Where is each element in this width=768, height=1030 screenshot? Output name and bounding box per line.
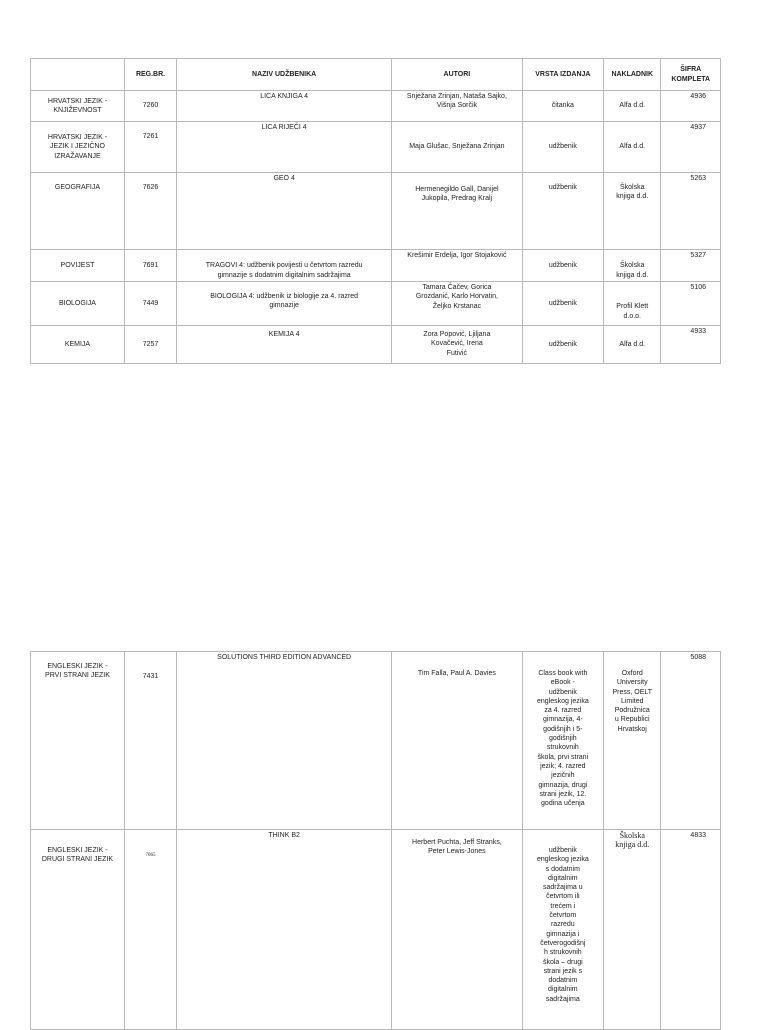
title-cell: LICA RIJEČI 4 xyxy=(177,122,392,173)
title-cell: SOLUTIONS THIRD EDITION ADVANCED xyxy=(177,652,392,830)
authors-cell: Tamara Čačev, Gorica Grozdanić, Karlo Horvatin, Željko Krstanac xyxy=(392,282,522,326)
title-cell: KEMIJA 4 xyxy=(177,326,392,364)
header-vrsta: VRSTA IZDANJA xyxy=(522,59,603,91)
authors-cell: Herbert Puchta, Jeff Stranks, Peter Lewis-Jones xyxy=(392,830,522,1030)
header-naziv: NAZIV UDŽBENIKA xyxy=(177,59,392,91)
set-code-cell: 4933 xyxy=(661,326,721,364)
title-cell: TRAGOVI 4: udžbenik povijesti u četvrtom razredu gimnazije s dodatnim digitalnim sadržajima xyxy=(177,250,392,282)
title-cell: THINK B2 xyxy=(177,830,392,1030)
reg-cell: 7261 xyxy=(124,122,176,173)
authors-cell: Hermenegildo Gall, Danijel Jukopila, Predrag Kralj xyxy=(392,173,522,250)
table-row xyxy=(31,173,721,250)
publisher-cell: Alfa d.d. xyxy=(604,122,661,173)
publisher-cell: Školska knjiga d.d. xyxy=(604,830,661,1030)
reg-cell: 7626 xyxy=(124,173,176,250)
foreign-language-table xyxy=(30,651,721,1030)
header-subject xyxy=(31,59,125,91)
set-code-cell: 5263 xyxy=(661,173,721,250)
publisher-cell: Oxford University Press, OELT Limited Podružnica u Republici Hrvatskoj xyxy=(604,652,661,830)
edition-type-cell: udžbenik xyxy=(522,250,603,282)
set-code-cell: 5088 xyxy=(661,652,721,830)
reg-cell: 7065 xyxy=(124,830,176,1030)
header-autori: AUTORI xyxy=(392,59,522,91)
publisher-cell: Profil Klett d.o.o. xyxy=(604,282,661,326)
edition-type-cell: udžbenik xyxy=(522,122,603,173)
subject-cell: ENGLESKI JEZIK - PRVI STRANI JEZIK xyxy=(31,652,125,830)
textbook-table xyxy=(30,58,721,364)
authors-cell: Krešimir Erdelja, Igor Stojaković xyxy=(392,250,522,282)
header-sifra: ŠIFRA KOMPLETA xyxy=(661,59,721,91)
authors-cell: Tim Falla, Paul A. Davies xyxy=(392,652,522,830)
table-row xyxy=(31,250,721,282)
set-code-cell: 4937 xyxy=(661,122,721,173)
publisher-cell: Alfa d.d. xyxy=(604,91,661,122)
reg-cell: 7449 xyxy=(124,282,176,326)
subject-cell: HRVATSKI JEZIK - JEZIK I JEZIČNO IZRAŽAVANJE xyxy=(31,122,125,173)
authors-cell: Zora Popović, Ljiljana Kovačević, Irena Futivić xyxy=(392,326,522,364)
reg-cell: 7257 xyxy=(124,326,176,364)
subject-cell: GEOGRAFIJA xyxy=(31,173,125,250)
edition-type-cell: Class book with eBook - udžbenik engleskog jezika za 4. razred gimnazija, 4- godišnjih i 5- godišnjih strukovnih škola, prvi strani jezik; 4. razred jezičnih gimnazija, drugi strani jezik, 12. godina učenja xyxy=(522,652,603,830)
table-row xyxy=(31,91,721,122)
authors-cell: Maja Glušac, Snježana Zrinjan xyxy=(392,122,522,173)
title-cell: LICA KNJIGA 4 xyxy=(177,91,392,122)
edition-type-cell: udžbenik engleskog jezika s dodatnim digitalnim sadržajima u četvrtom ili trećem i četvrtom razredu gimnazija i četverogodišnj h strukovnih škola – drugi strani jezik s dodatnim digitalnim sadržajima xyxy=(522,830,603,1030)
header-reg-br: REG.BR. xyxy=(124,59,176,91)
subject-cell: HRVATSKI JEZIK - KNJIŽEVNOST xyxy=(31,91,125,122)
table-row xyxy=(31,122,721,173)
subject-cell: ENGLESKI JEZIK - DRUGI STRANI JEZIK xyxy=(31,830,125,1030)
table-row xyxy=(31,282,721,326)
set-code-cell: 5327 xyxy=(661,250,721,282)
subject-cell: KEMIJA xyxy=(31,326,125,364)
set-code-cell: 4833 xyxy=(661,830,721,1030)
table-row xyxy=(31,326,721,364)
reg-cell: 7691 xyxy=(124,250,176,282)
title-cell: BIOLOGIJA 4: udžbenik iz biologije za 4. razred gimnazije xyxy=(177,282,392,326)
edition-type-cell: udžbenik xyxy=(522,173,603,250)
header-row xyxy=(31,59,721,91)
header-nakladnik: NAKLADNIK xyxy=(604,59,661,91)
edition-type-cell: čitanka xyxy=(522,91,603,122)
title-cell: GEO 4 xyxy=(177,173,392,250)
table-row xyxy=(31,830,721,1030)
publisher-cell: Školska knjiga d.d. xyxy=(604,250,661,282)
subject-cell: POVIJEST xyxy=(31,250,125,282)
publisher-cell: Školska knjiga d.d. xyxy=(604,173,661,250)
authors-cell: Snježana Zrinjan, Nataša Sajko, Višnja Sorčik xyxy=(392,91,522,122)
reg-cell: 7431 xyxy=(124,652,176,830)
reg-cell: 7260 xyxy=(124,91,176,122)
table-row xyxy=(31,652,721,830)
edition-type-cell: udžbenik xyxy=(522,326,603,364)
edition-type-cell: udžbenik xyxy=(522,282,603,326)
publisher-cell: Alfa d.d. xyxy=(604,326,661,364)
subject-cell: BIOLOGIJA xyxy=(31,282,125,326)
set-code-cell: 4936 xyxy=(661,91,721,122)
set-code-cell: 5106 xyxy=(661,282,721,326)
